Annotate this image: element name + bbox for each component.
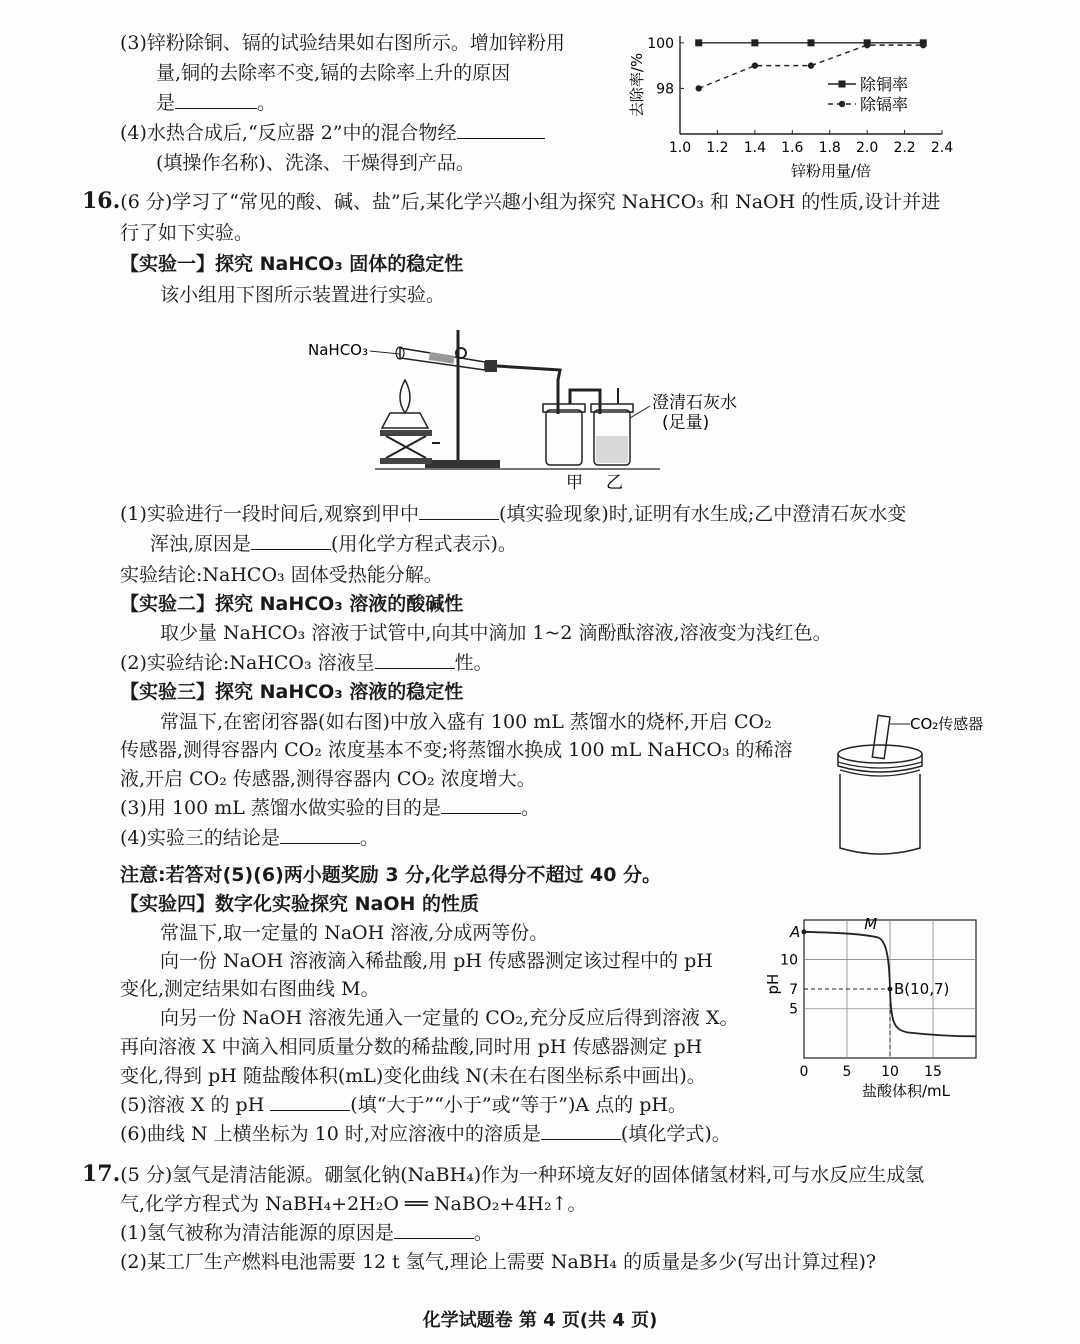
q15-part3-text: 是 (156, 92, 176, 114)
bottle-jia (546, 410, 582, 465)
x-axis-label: 盐酸体积/mL (861, 1082, 951, 1100)
exp4-line5: 再向溶液 X 中滴入相同质量分数的稀盐酸,同时用 pH 传感器测定 pH (120, 1036, 703, 1058)
lab-jack (380, 458, 432, 464)
x-tick-label: 15 (924, 1064, 942, 1080)
data-point (864, 42, 870, 48)
q16-part4-text: (4)实验三的结论是 (120, 827, 280, 849)
exp3-line3: 液,开启 CO₂ 传感器,测得容器内 CO₂ 浓度增大。 (120, 768, 536, 790)
q15-part3-line1: (3)锌粉除铜、镉的试验结果如右图所示。增加锌粉用 (120, 32, 565, 54)
answer-blank[interactable] (457, 120, 545, 139)
point-b-label: B(10,7) (894, 980, 950, 998)
q17-part1 (120, 1220, 493, 1246)
answer-blank[interactable] (175, 90, 257, 109)
point-b-marker (888, 987, 893, 992)
q16-part3 (120, 795, 540, 821)
label-co2-sensor: CO₂传感器 (910, 715, 984, 733)
page-footer: 化学试题卷 第 4 页(共 4 页) (422, 1310, 658, 1331)
label-jia: 甲 (566, 473, 583, 493)
exp1-title: 【实验一】探究 NaHCO₃ 固体的稳定性 (120, 253, 464, 275)
stand-base (425, 460, 500, 468)
x-tick-label: 1.2 (706, 140, 729, 156)
bonus-note: 注意:若答对(5)(6)两小题奖励 3 分,化学总得分不超过 40 分。 (120, 864, 662, 886)
legend-label: 除铜率 (860, 75, 909, 94)
legend-marker (839, 81, 846, 88)
q15-part4-line1 (120, 120, 545, 146)
container-body (840, 774, 920, 854)
curve-m-label: M (864, 914, 878, 933)
q17-part1-end: 。 (473, 1222, 493, 1244)
y-tick-label: 98 (656, 81, 674, 98)
q16-part1-text: (1)实验进行一段时间后,观察到甲中 (120, 503, 419, 525)
answer-blank[interactable] (270, 1092, 350, 1111)
q16-part1-text-c: 浑浊,原因是 (150, 533, 252, 555)
q16-part3-end: 。 (520, 797, 540, 819)
answer-blank[interactable] (394, 1220, 474, 1239)
q16-part6-text: (6)曲线 N 上横坐标为 10 时,对应溶液中的溶质是 (120, 1123, 541, 1145)
alcohol-lamp (382, 413, 428, 428)
exp4-line2: 向一份 NaOH 溶液滴入稀盐酸,用 pH 传感器测定该过程中的 pH (160, 950, 713, 972)
answer-blank[interactable] (251, 531, 331, 550)
co2-sensor (872, 715, 890, 758)
exp4-line4: 向另一份 NaOH 溶液先通入一定量的 CO₂,充分反应后得到溶液 X。 (160, 1007, 739, 1029)
exp4-line6: 变化,得到 pH 随盐酸体积(mL)变化曲线 N(未在右图坐标系中画出)。 (120, 1065, 706, 1087)
limewater-liquid (596, 436, 628, 463)
data-point (752, 62, 758, 68)
exp2-title: 【实验二】探究 NaHCO₃ 溶液的酸碱性 (120, 593, 464, 615)
x-tick-label: 0 (799, 1064, 809, 1080)
q15-part3-line3 (156, 90, 276, 116)
y-tick-label: 7 (789, 982, 798, 998)
q16-part2 (120, 650, 493, 676)
y-tick-label: 10 (780, 952, 798, 969)
y-tick-label: 100 (647, 35, 674, 52)
question-number: 16. (82, 188, 121, 214)
y-tick-label: 5 (789, 1001, 798, 1018)
x-tick-label: 1.8 (818, 140, 841, 156)
q16-part3-text: (3)用 100 mL 蒸馏水做实验的目的是 (120, 797, 441, 819)
sealed-container-figure (830, 708, 1000, 868)
exp1-conclusion: 实验结论:NaHCO₃ 固体受热能分解。 (120, 564, 443, 586)
exp1-desc: 该小组用下图所示装置进行实验。 (160, 284, 446, 306)
answer-blank[interactable] (280, 825, 360, 844)
x-tick-label: 1.4 (743, 140, 766, 156)
q16-part6 (120, 1121, 731, 1147)
x-tick-label: 5 (842, 1064, 852, 1080)
q16-part2-end: 性。 (454, 652, 493, 674)
q17-part2: (2)某工厂生产燃料电池需要 12 t 氢气,理论上需要 NaBH₄ 的质量是多少(写出计算过程)? (120, 1251, 877, 1273)
q16-intro-text: (6 分)学习了“常见的酸、碱、盐”后,某化学兴趣小组为探究 NaHCO₃ 和 NaOH 的性质,设计并进 (120, 191, 941, 213)
q16-part1-text-d: (用化学方程式表示)。 (331, 533, 517, 555)
q16-part6-end: (填化学式)。 (620, 1123, 731, 1145)
y-axis-label: pH (764, 973, 782, 995)
label-enough: (足量) (662, 413, 710, 433)
q16-part5 (120, 1092, 687, 1118)
heating-apparatus-figure (300, 318, 760, 498)
answer-blank[interactable] (419, 501, 499, 520)
q17-part1-text: (1)氢气被称为清洁能源的原因是 (120, 1222, 394, 1244)
x-tick-label: 2.0 (856, 140, 879, 156)
ph-curve-chart (764, 908, 994, 1108)
data-point (920, 42, 926, 48)
point-a-marker (802, 929, 807, 934)
x-tick-label: 2.4 (930, 140, 954, 156)
x-tick-label: 2.2 (893, 140, 916, 156)
q16-part2-text: (2)实验结论:NaHCO₃ 溶液呈 (120, 652, 375, 674)
label-yi: 乙 (606, 473, 623, 493)
q16-part4 (120, 825, 379, 851)
q17-line1 (82, 1161, 924, 1188)
label-limewater: 澄清石灰水 (652, 393, 737, 413)
q15-part3-end: 。 (257, 92, 277, 114)
q16-part4-end: 。 (359, 827, 379, 849)
data-point (695, 39, 702, 46)
delivery-tube (497, 366, 560, 414)
data-point (696, 85, 702, 91)
exp4-line3: 变化,测定结果如右图曲线 M。 (120, 978, 380, 1000)
exp2-desc: 取少量 NaHCO₃ 溶液于试管中,向其中滴加 1~2 滴酚酞溶液,溶液变为浅红色。 (160, 622, 832, 644)
point-a-label: A (790, 922, 801, 941)
q16-part5-end: (填“大于”“小于”或“等于”)A 点的 pH。 (350, 1094, 687, 1116)
x-axis-label: 锌粉用量/倍 (790, 162, 872, 180)
data-point (751, 39, 758, 46)
label-nahco3: NaHCO₃ (308, 341, 368, 359)
legend-label: 除镉率 (860, 95, 909, 114)
x-tick-label: 1.0 (668, 140, 692, 156)
exp3-line1: 常温下,在密闭容器(如右图)中放入盛有 100 mL 蒸馏水的烧杯,开启 CO₂ (160, 711, 772, 733)
q17-text: (5 分)氢气是清洁能源。硼氢化钠(NaBH₄)作为一种环境友好的固体储氢材料,可与水反应生成氢 (120, 1164, 925, 1186)
flame (400, 380, 410, 413)
x-tick-label: 10 (881, 1064, 899, 1080)
q15-part3-line2: 量,铜的去除率不变,镉的去除率上升的原因 (156, 62, 511, 84)
q16-part1-line1 (120, 501, 906, 527)
x-tick-label: 1.6 (781, 140, 804, 156)
q15-part4-text: (4)水热合成后,“反应器 2”中的混合物经 (120, 122, 457, 144)
removal-rate-chart (622, 22, 972, 192)
legend-marker (839, 101, 845, 107)
exp3-line2: 传感器,测得容器内 CO₂ 浓度基本不变;将蒸馏水换成 100 mL NaHCO₃ 的稀溶 (120, 739, 793, 761)
q16-intro-line1 (82, 188, 940, 215)
q16-part1-text-b: (填实验现象)时,证明有水生成;乙中澄清石灰水变 (498, 503, 907, 525)
exp3-title: 【实验三】探究 NaHCO₃ 溶液的稳定性 (120, 681, 464, 703)
q17-line2: 气,化学方程式为 NaBH₄+2H₂O ══ NaBO₂+4H₂↑。 (120, 1193, 587, 1215)
answer-blank[interactable] (375, 650, 455, 669)
answer-blank[interactable] (541, 1121, 621, 1140)
q16-intro-line2: 行了如下实验。 (120, 222, 254, 244)
q16-part5-text: (5)溶液 X 的 pH (120, 1094, 265, 1116)
data-point (808, 39, 815, 46)
q16-part1-line2 (150, 531, 517, 557)
answer-blank[interactable] (441, 795, 521, 814)
y-axis-label: 去除率/% (628, 52, 646, 118)
exp4-title: 【实验四】数字化实验探究 NaOH 的性质 (120, 893, 480, 915)
data-point (808, 62, 814, 68)
exp4-line1: 常温下,取一定量的 NaOH 溶液,分成两等份。 (160, 922, 549, 944)
question-number: 17. (82, 1161, 121, 1187)
q15-part4-line2: (填操作名称)、洗涤、干燥得到产品。 (156, 152, 475, 174)
